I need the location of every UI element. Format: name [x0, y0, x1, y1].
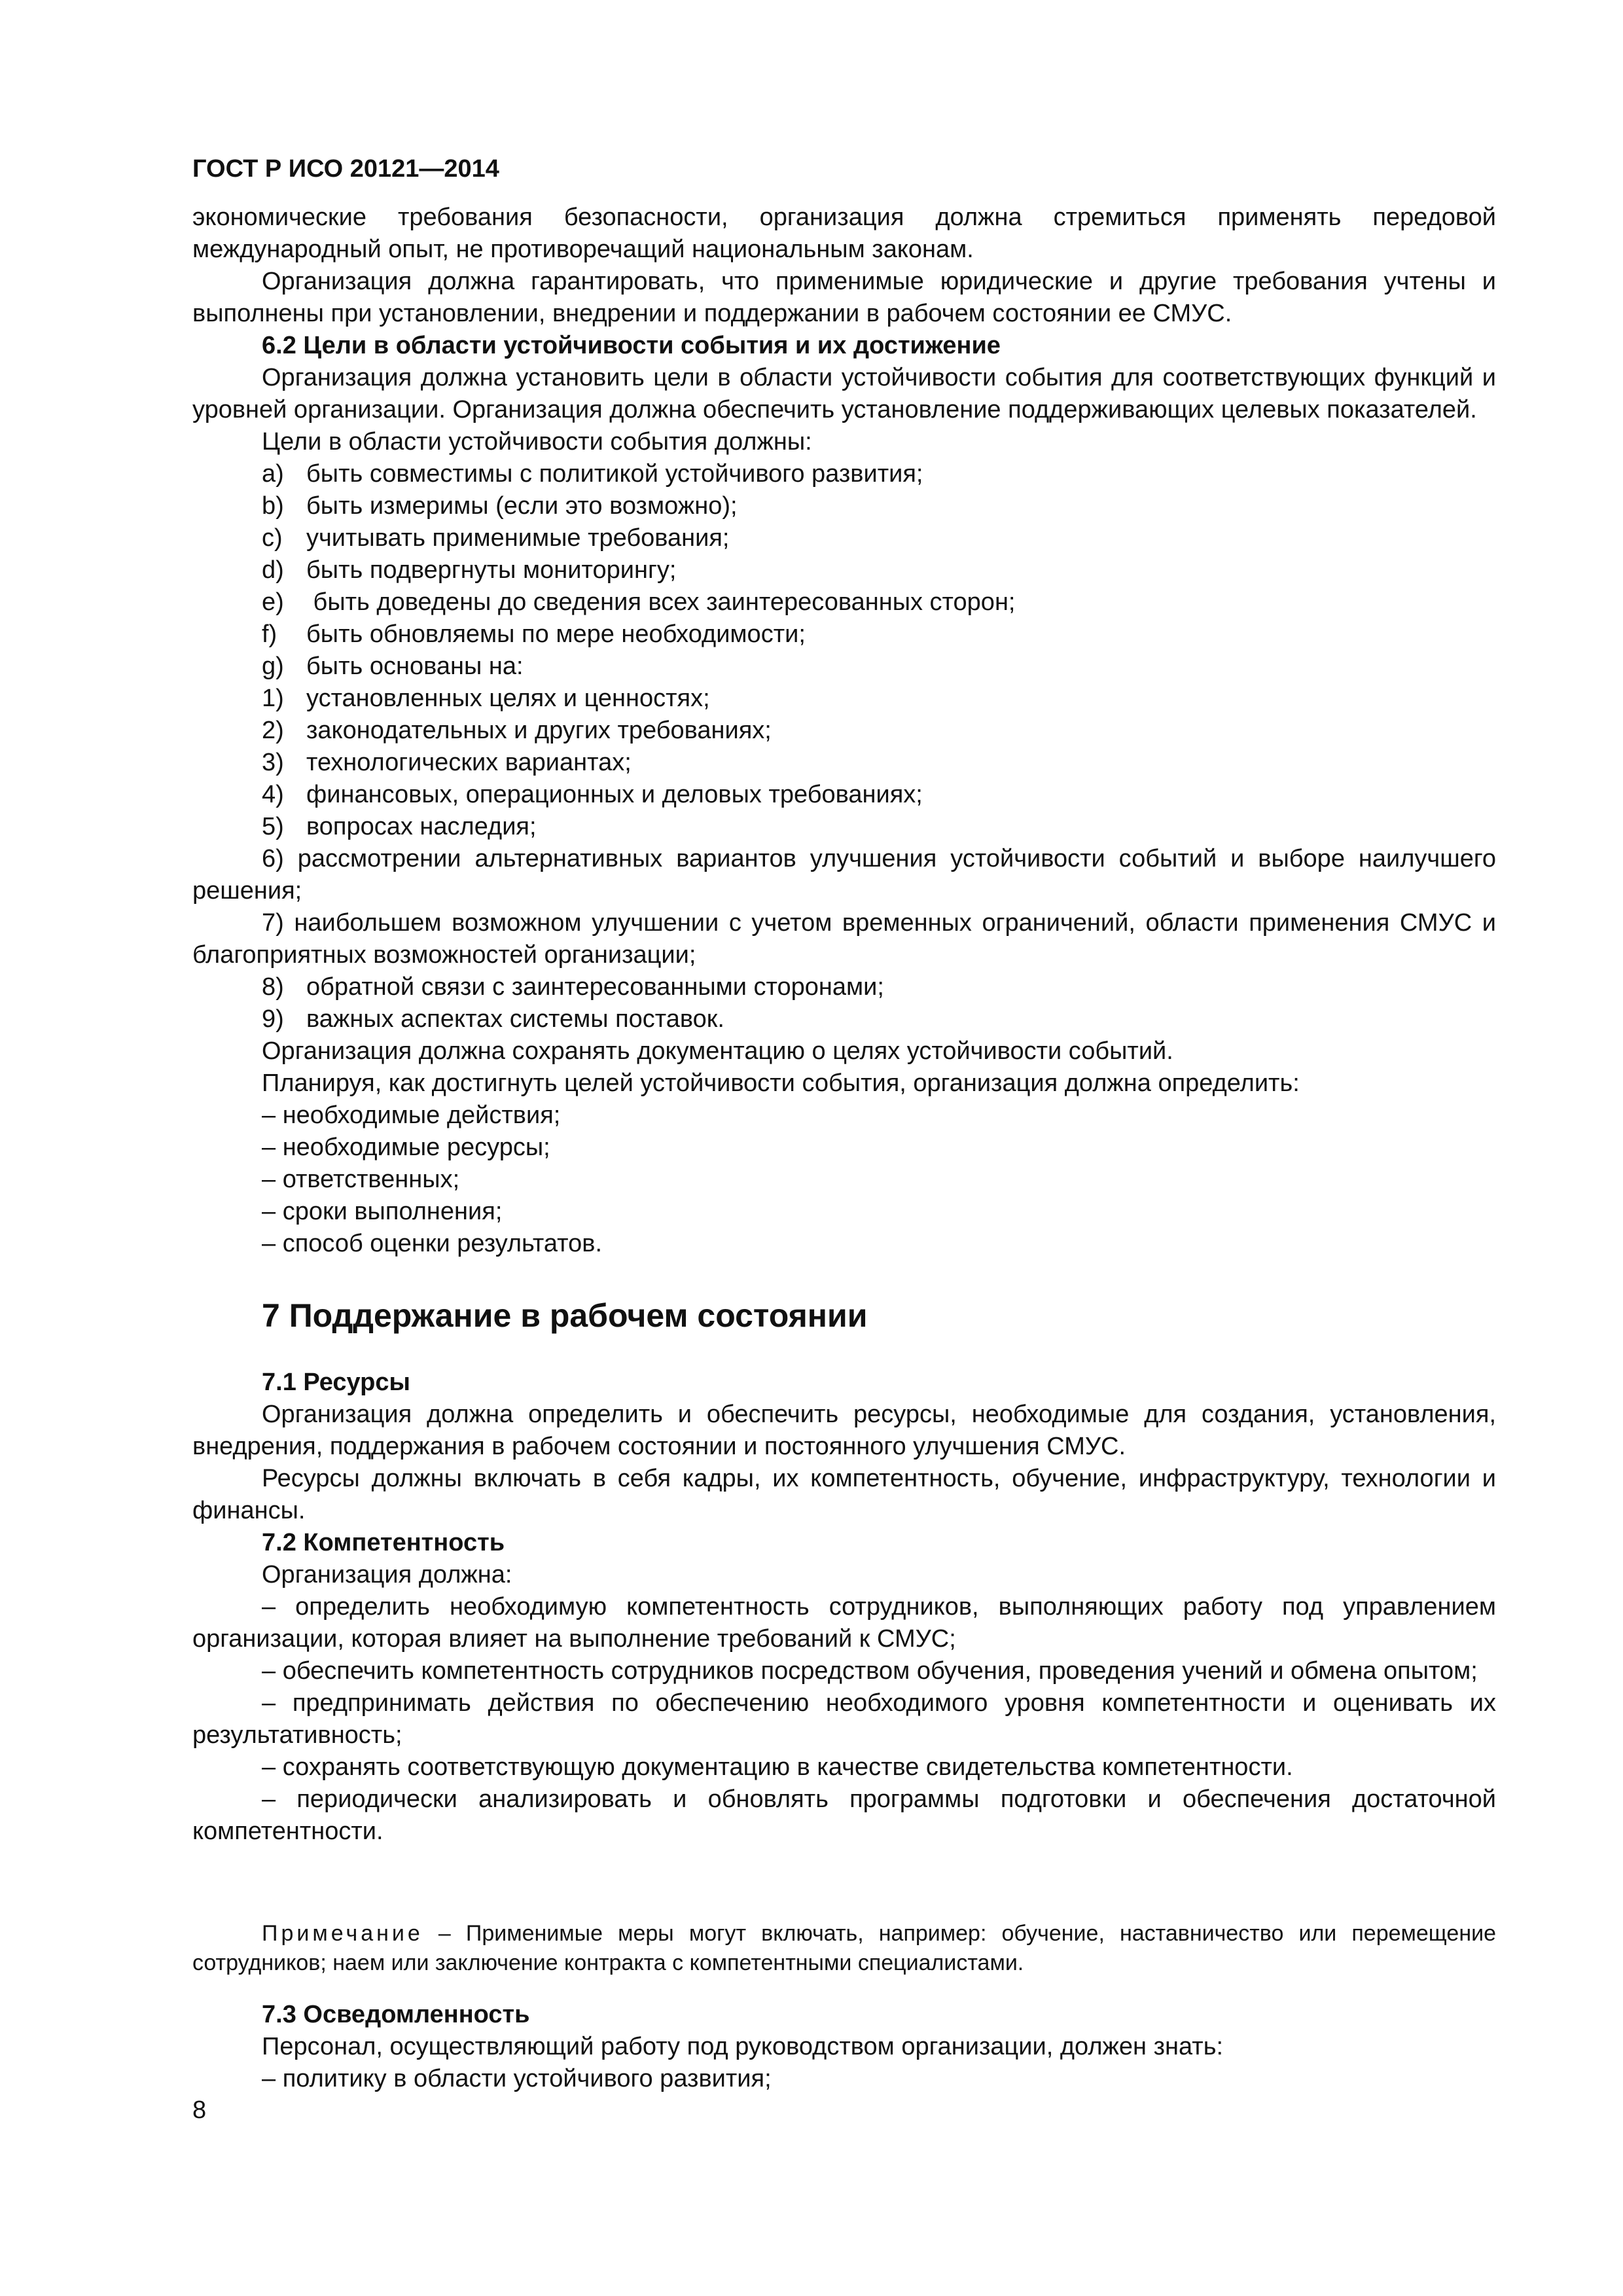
list-item	[192, 554, 1496, 586]
section-6-2-block	[192, 202, 1496, 1260]
section-6-2-paragraph-2: Цели в области устойчивости события должны:	[262, 428, 812, 456]
list-item	[192, 619, 1496, 651]
list-item-label: 4)	[262, 781, 284, 808]
dash-list-item: – политику в области устойчивого развития;	[262, 2065, 772, 2092]
list-item-text: законодательных и других требованиях;	[306, 717, 772, 744]
section-7-title: 7 Поддержание в рабочем состоянии	[262, 1297, 868, 1334]
section-7-1-paragraph-1: Организация должна определить и обеспечить ресурсы, необходимые для создания, установления, внедрения, поддержания в рабочем состоянии и постоянного улучшения СМУС.	[192, 1401, 1496, 1460]
competence-item: – предпринимать действия по обеспечению необходимого уровня компетентности и оценивать их результативность;	[192, 1689, 1496, 1749]
section-7-3-paragraph-1: Персонал, осуществляющий работу под руководством организации, должен знать:	[262, 2033, 1224, 2060]
section-7-1-title: 7.1 Ресурсы	[262, 1369, 410, 1396]
list-item-text: быть измеримы (если это возможно);	[306, 492, 738, 520]
list-item-label: d)	[262, 556, 284, 584]
list-item-6: 6) рассмотрении альтернативных вариантов улучшения устойчивости событий и выборе наилучшего решения;	[192, 845, 1496, 905]
list-item-text: быть обновляемы по мере необходимости;	[306, 620, 806, 648]
list-item	[192, 971, 1496, 1003]
section-7-2-paragraph-1: Организация должна:	[262, 1561, 512, 1588]
section-7-2-title: 7.2 Компетентность	[262, 1529, 505, 1556]
list-item-text: обратной связи с заинтересованными сторонами;	[306, 973, 884, 1001]
list-item	[192, 651, 1496, 683]
list-item-text: быть основаны на:	[306, 653, 524, 680]
list-item-text: вопросах наследия;	[306, 813, 537, 840]
list-item-text: установленных целях и ценностях;	[306, 685, 710, 712]
list-item-text: технологических вариантах;	[306, 749, 632, 776]
list-item-text: быть доведены до сведения всех заинтересованных сторон;	[306, 588, 1016, 616]
dash-list-item: – необходимые действия;	[262, 1102, 561, 1129]
planning-list	[192, 1100, 1496, 1260]
list-item	[192, 1003, 1496, 1035]
list-item-label: b)	[262, 492, 284, 520]
competence-item: – периодически анализировать и обновлять программы подготовки и обеспечения достаточной компетентности.	[192, 1785, 1496, 1845]
document-header: ГОСТ Р ИСО 20121—2014	[192, 155, 499, 183]
section-7-3-block	[192, 1999, 1496, 2095]
page-number: 8	[192, 2096, 207, 2124]
list-item-text: быть подвергнуты мониторингу;	[306, 556, 677, 584]
section-7-3-title: 7.3 Осведомленность	[262, 2001, 530, 2028]
list-item	[192, 779, 1496, 811]
list-item	[192, 683, 1496, 715]
list-item-label: f)	[262, 620, 277, 648]
section-7-1-paragraph-2: Ресурсы должны включать в себя кадры, их компетентность, обучение, инфраструктуру, технологии и финансы.	[192, 1465, 1496, 1524]
list-item-7: 7) наибольшем возможном улучшении с учетом временных ограничений, области применения СМУС и благоприятных возможностей организации;	[192, 909, 1496, 969]
section-7-block	[192, 1367, 1496, 1848]
section-6-2-paragraph-1: Организация должна установить цели в области устойчивости события для соответствующих функций и уровней организации. Организация должна обеспечить установление поддерживающих целевых показателей.	[192, 364, 1496, 423]
list-item	[192, 747, 1496, 779]
list-item-text: важных аспектах системы поставок.	[306, 1005, 724, 1033]
list-item	[192, 458, 1496, 490]
goals-list	[192, 458, 1496, 1035]
list-item-label: c)	[262, 524, 283, 552]
list-item-label: e)	[262, 588, 284, 616]
section-6-2-title: 6.2 Цели в области устойчивости события и их достижение	[262, 332, 1001, 359]
competence-item: – сохранять соответствующую документацию в качестве свидетельства компетентности.	[262, 1753, 1293, 1781]
list-item-text: учитывать применимые требования;	[306, 524, 730, 552]
list-item-label: 5)	[262, 813, 284, 840]
list-item-label: 8)	[262, 973, 284, 1001]
list-item-label: 1)	[262, 685, 284, 712]
list-item	[192, 715, 1496, 747]
list-item-label: a)	[262, 460, 284, 488]
list-item-text: быть совместимы с политикой устойчивого развития;	[306, 460, 923, 488]
list-item	[192, 811, 1496, 843]
section-6-2-paragraph-4: Планируя, как достигнуть целей устойчивости события, организация должна определить:	[262, 1069, 1300, 1097]
competence-note	[192, 1919, 1496, 1978]
list-item-label: g)	[262, 653, 284, 680]
list-item	[192, 522, 1496, 554]
list-item-label: 2)	[262, 717, 284, 744]
list-item-label: 3)	[262, 749, 284, 776]
dash-list-item: – необходимые ресурсы;	[262, 1134, 550, 1161]
list-item-text: финансовых, операционных и деловых требованиях;	[306, 781, 923, 808]
list-item	[192, 586, 1496, 619]
list-item-label: 9)	[262, 1005, 284, 1033]
list-item	[192, 490, 1496, 522]
dash-list-item: – ответственных;	[262, 1166, 460, 1193]
dash-list-item: – способ оценки результатов.	[262, 1230, 603, 1257]
dash-list-item: – сроки выполнения;	[262, 1198, 503, 1225]
competence-item: – определить необходимую компетентность сотрудников, выполняющих работу под управлением организации, которая влияет на выполнение требований к СМУС;	[192, 1593, 1496, 1653]
section-6-2-paragraph-3: Организация должна сохранять документацию о целях устойчивости событий.	[262, 1037, 1173, 1065]
note-label: Примечание	[262, 1921, 423, 1946]
note-text: – Применимые меры могут включать, например: обучение, наставничество или перемещение сотрудников; наем или заключение контракта с компетентными специалистами.	[192, 1921, 1496, 1975]
intro-paragraph-2: Организация должна гарантировать, что применимые юридические и другие требования учтены и выполнены при установлении, внедрении и поддержании в рабочем состоянии ее СМУС.	[192, 268, 1496, 327]
competence-item: – обеспечить компетентность сотрудников посредством обучения, проведения учений и обмена опытом;	[262, 1657, 1478, 1685]
intro-paragraph-1: экономические требования безопасности, организация должна стремиться применять передовой международный опыт, не противоречащий национальным законам.	[192, 204, 1496, 263]
